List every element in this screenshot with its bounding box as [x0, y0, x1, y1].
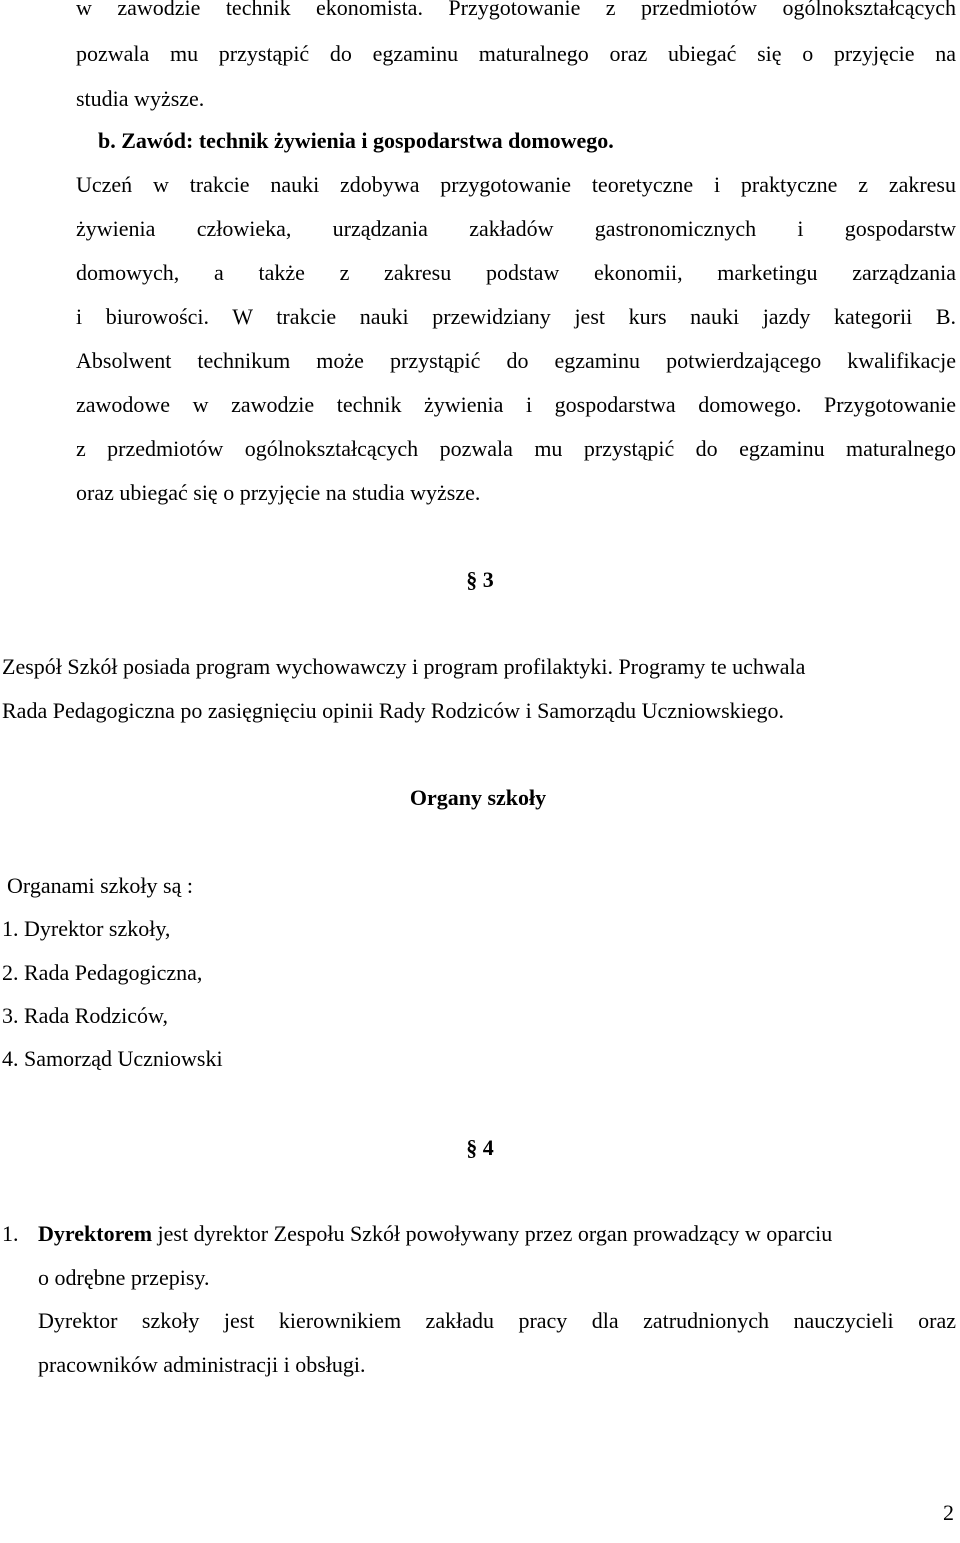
text-line: i biurowości. W trakcie nauki przewidziany jest kurs nauki jazdy kategorii B. [76, 304, 956, 329]
text-line: Rada Pedagogiczna po zasięgnięciu opinii Rady Rodziców i Samorządu Uczniowskiego. [2, 698, 785, 723]
text-line: pozwala mu przystąpić do egzaminu maturalnego oraz ubiegać się o przyjęcie na [76, 41, 956, 66]
organy-szkoly-title: Organy szkoły [409, 785, 547, 810]
text-line: oraz ubiegać się o przyjęcie na studia wyższe. [76, 480, 481, 505]
list-item: 4. Samorząd Uczniowski [2, 1046, 223, 1071]
bold-term: Dyrektorem [38, 1221, 153, 1246]
page-number: 2 [943, 1500, 954, 1525]
text-line: pracowników administracji i obsługi. [38, 1352, 366, 1377]
text-span: jest dyrektor Zespołu Szkół powoływany przez organ prowadzący w oparciu [152, 1221, 833, 1246]
text-line: żywienia człowieka, urządzania zakładów gastronomicznych i gospodarstw [76, 216, 956, 241]
list-item: 1. Dyrektor szkoły, [2, 916, 171, 941]
text-line: w zawodzie technik ekonomista. Przygotowanie z przedmiotów ogólnokształcących [76, 0, 956, 20]
list-item: 2. Rada Pedagogiczna, [2, 960, 203, 985]
text-line: Absolwent technikum może przystąpić do egzaminu potwierdzającego kwalifikacje [76, 348, 956, 373]
heading-zawod-b: b. Zawód: technik żywienia i gospodarstwa domowego. [98, 128, 614, 153]
text-line: z przedmiotów ogólnokształcących pozwala mu przystąpić do egzaminu maturalnego [76, 436, 956, 461]
text-line: domowych, a także z zakresu podstaw ekonomii, marketingu zarządzania [76, 260, 956, 285]
section-4-heading: § 4 [466, 1135, 494, 1160]
list-item: 3. Rada Rodziców, [2, 1003, 168, 1028]
organy-intro: Organami szkoły są : [7, 873, 193, 898]
text-line: Zespół Szkół posiada program wychowawczy i program profilaktyki. Programy te uchwala [2, 654, 806, 679]
text-line: o odrębne przepisy. [38, 1265, 210, 1290]
text-line: studia wyższe. [76, 86, 205, 111]
section-3-heading: § 3 [466, 567, 494, 592]
text-line: zawodowe w zawodzie technik żywienia i gospodarstwa domowego. Przygotowanie [76, 392, 956, 417]
text-line [38, 1221, 832, 1247]
text-line: Uczeń w trakcie nauki zdobywa przygotowanie teoretyczne i praktyczne z zakresu [76, 172, 956, 197]
list-number: 1. [2, 1221, 19, 1246]
text-line: Dyrektor szkoły jest kierownikiem zakładu pracy dla zatrudnionych nauczycieli oraz [38, 1308, 956, 1333]
